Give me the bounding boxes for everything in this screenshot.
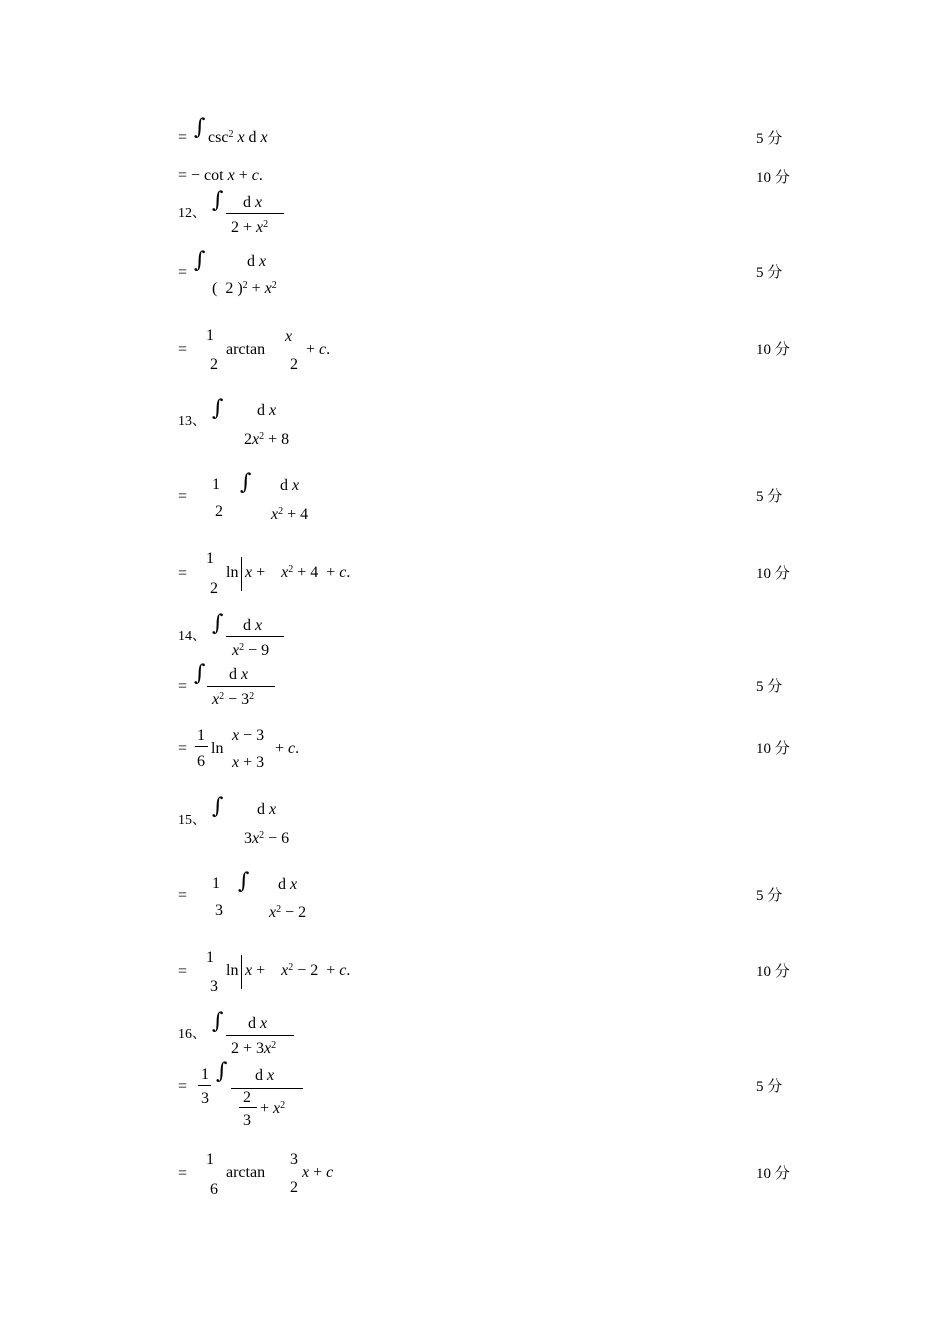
problem-13-label: 13、 [178, 414, 206, 429]
fraction-denominator: $x^2 + 4$ [271, 506, 309, 523]
ln-text: ln [226, 564, 239, 581]
integral-sign: ∫ [212, 794, 224, 819]
equals-sign: = [178, 678, 188, 695]
ln-text: ln [226, 962, 239, 979]
fraction-numerator: d x [257, 402, 277, 419]
problem-12-label: 12、 [178, 206, 206, 221]
equals-sign: = [178, 1078, 188, 1095]
fraction-denominator: $2 + x^2$ [231, 219, 269, 236]
problem-16-label: 16、 [178, 1027, 206, 1042]
score-10: 10 分 [756, 342, 790, 358]
fraction-denominator: $2 + 3x^2$ [231, 1040, 277, 1057]
problem-14-label: 14、 [178, 629, 206, 644]
score-10: 10 分 [756, 964, 790, 980]
integral-sign: ∫ [212, 188, 224, 213]
problem-15-label: 15、 [178, 813, 206, 828]
fraction-denominator: $x^2 - 9$ [232, 642, 270, 659]
fraction-numerator: d x [278, 876, 298, 893]
fraction-numerator: d x [248, 1015, 268, 1032]
fraction-numerator: 1 [197, 727, 205, 744]
fraction-denominator: 2 [290, 1179, 298, 1196]
equals-sign: = [178, 740, 188, 757]
nested-numerator: 2 [243, 1089, 251, 1106]
fraction-numerator: x − 3 [232, 727, 265, 744]
equals-sign: = [178, 1165, 188, 1182]
integral-sign: ∫ [240, 470, 252, 495]
fraction-numerator: x [285, 328, 293, 345]
fraction-denominator: $2x^2 + 8$ [244, 431, 290, 448]
score-10: 10 分 [756, 1166, 790, 1182]
integral-sign: ∫ [194, 661, 206, 686]
fraction-numerator: 1 [212, 476, 220, 493]
score-5: 5 分 [756, 265, 783, 281]
fraction-numerator: d x [243, 617, 263, 634]
fraction-numerator: 1 [206, 327, 214, 344]
fraction-bar [195, 746, 208, 747]
arctan-text: arctan [226, 341, 266, 358]
expr-abs: x + $x^2 + 4 + c$. [245, 564, 351, 581]
fraction-bar [207, 686, 275, 687]
fraction-bar [226, 636, 284, 637]
fraction-denominator: 3 [215, 902, 223, 919]
integral-sign: ∫ [194, 248, 206, 273]
equals-sign: = [178, 887, 188, 904]
equals-sign: = [178, 488, 188, 505]
score-10: 10 分 [756, 741, 790, 757]
fraction-numerator: d x [280, 477, 300, 494]
integral-sign: ∫ [212, 611, 224, 636]
integral-sign: ∫ [212, 1009, 224, 1034]
ln-text: ln [211, 740, 224, 757]
fraction-denominator: 2 [215, 503, 223, 520]
arctan-text: arctan [226, 1164, 266, 1181]
fraction-denominator: 6 [210, 1181, 218, 1198]
score-10: 10 分 [756, 566, 790, 582]
expr-tail: x + c [302, 1164, 334, 1181]
integral-sign: ∫ [194, 115, 206, 140]
fraction-numerator: d x [229, 666, 249, 683]
equals-sign: = [178, 565, 188, 582]
fraction-numerator: 1 [206, 1151, 214, 1168]
score-5: 5 分 [756, 1079, 783, 1095]
fraction-denominator: 2 [210, 356, 218, 373]
equals-sign: = [178, 341, 188, 358]
fraction-denominator: $3x^2 - 6$ [244, 830, 290, 847]
plus-constant: + c. [275, 740, 300, 757]
fraction-denominator: 2 [210, 580, 218, 597]
absolute-value-bar [241, 557, 242, 591]
plus-constant: + c. [306, 341, 331, 358]
integral-sign: ∫ [212, 396, 224, 421]
equals-sign: = [178, 129, 188, 146]
fraction-numerator: 3 [290, 1151, 298, 1168]
fraction-numerator: d x [257, 801, 277, 818]
expr-csc2: $\csc^2 x$ d x [208, 129, 268, 146]
score-5: 5 分 [756, 131, 783, 147]
nested-denominator: 3 [243, 1112, 251, 1129]
fraction-numerator: d x [243, 194, 263, 211]
fraction-bar [226, 1035, 294, 1036]
expr-abs: x + $x^2 - 2 + c$. [245, 962, 351, 979]
fraction-bar [231, 1088, 303, 1089]
fraction-denominator: $x^2 - 3^2$ [212, 691, 255, 708]
integral-sign: ∫ [216, 1059, 228, 1084]
fraction-denominator: $x^2 - 2$ [269, 904, 307, 921]
score-5: 5 分 [756, 888, 783, 904]
fraction-denominator: ( 2 )$^2 + x^2$ [212, 280, 277, 297]
fraction-denominator: 3 [201, 1090, 209, 1107]
fraction-denominator: 2 [290, 356, 298, 373]
fraction-bar [198, 1085, 211, 1086]
score-5: 5 分 [756, 679, 783, 695]
fraction-numerator: 1 [201, 1066, 209, 1083]
equals-sign: = [178, 264, 188, 281]
fraction-numerator: 1 [206, 949, 214, 966]
fraction-bar [226, 213, 284, 214]
fraction-denominator: 6 [197, 753, 205, 770]
score-10: 10 分 [756, 170, 790, 186]
expr-cot: = − cot x + c. [178, 167, 263, 184]
fraction-denominator: x + 3 [232, 754, 265, 771]
integral-sign: ∫ [238, 869, 250, 894]
fraction-numerator: 1 [212, 875, 220, 892]
fraction-numerator: d x [255, 1067, 275, 1084]
nested-fraction-bar [239, 1107, 257, 1108]
fraction-denominator: 3 [210, 978, 218, 995]
fraction-numerator: d x [247, 253, 267, 270]
fraction-numerator: 1 [206, 550, 214, 567]
absolute-value-bar [241, 955, 242, 989]
equals-sign: = [178, 963, 188, 980]
score-5: 5 分 [756, 489, 783, 505]
nested-plus: + $x^2$ [260, 1100, 286, 1117]
